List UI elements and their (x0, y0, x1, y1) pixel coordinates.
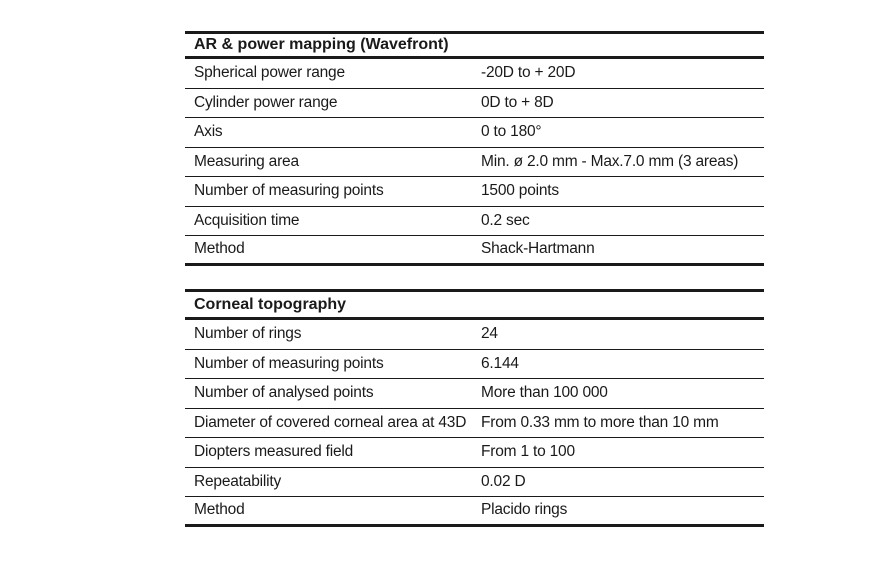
row-value: 0 to 180° (481, 123, 542, 141)
table-row (185, 236, 764, 266)
row-label: Diameter of covered corneal area at 43D (194, 413, 467, 431)
row-label: Method (194, 501, 245, 519)
row-label: Acquisition time (194, 211, 300, 229)
table-row (185, 497, 764, 527)
row-label: Repeatability (194, 472, 282, 490)
row-label: Measuring area (194, 152, 299, 170)
row-value: Placido rings (481, 501, 568, 519)
row-value: 0D to + 8D (481, 93, 554, 111)
table-row (185, 207, 764, 237)
row-label: Cylinder power range (194, 93, 338, 111)
table-row (185, 320, 764, 350)
row-label: Diopters measured field (194, 443, 354, 461)
table-title: Corneal topography (185, 289, 764, 320)
table-row (185, 468, 764, 498)
row-label: Number of analysed points (194, 384, 374, 402)
table-row (185, 89, 764, 119)
table-row (185, 379, 764, 409)
table-row (185, 59, 764, 89)
table-row (185, 177, 764, 207)
row-label: Axis (194, 123, 223, 141)
table-row (185, 438, 764, 468)
row-value: -20D to + 20D (481, 64, 576, 82)
row-label: Method (194, 240, 245, 258)
table-row (185, 409, 764, 439)
row-label: Number of measuring points (194, 182, 384, 200)
row-value: 0.02 D (481, 472, 526, 490)
row-value: 6.144 (481, 354, 519, 372)
table-row (185, 148, 764, 178)
row-value: More than 100 000 (481, 384, 608, 402)
row-value: 24 (481, 325, 498, 343)
row-value: 1500 points (481, 182, 559, 200)
table-row (185, 118, 764, 148)
wavefront-spec-table (185, 31, 764, 266)
row-value: From 1 to 100 (481, 443, 575, 461)
row-value: 0.2 sec (481, 211, 530, 229)
row-label: Number of rings (194, 325, 302, 343)
row-value: Min. ø 2.0 mm - Max.7.0 mm (3 areas) (481, 152, 739, 170)
row-value: From 0.33 mm to more than 10 mm (481, 413, 719, 431)
row-value: Shack-Hartmann (481, 240, 595, 258)
table-title: AR & power mapping (Wavefront) (185, 31, 764, 59)
row-label: Spherical power range (194, 64, 345, 82)
topography-spec-table (185, 289, 764, 527)
row-label: Number of measuring points (194, 354, 384, 372)
table-row (185, 350, 764, 380)
